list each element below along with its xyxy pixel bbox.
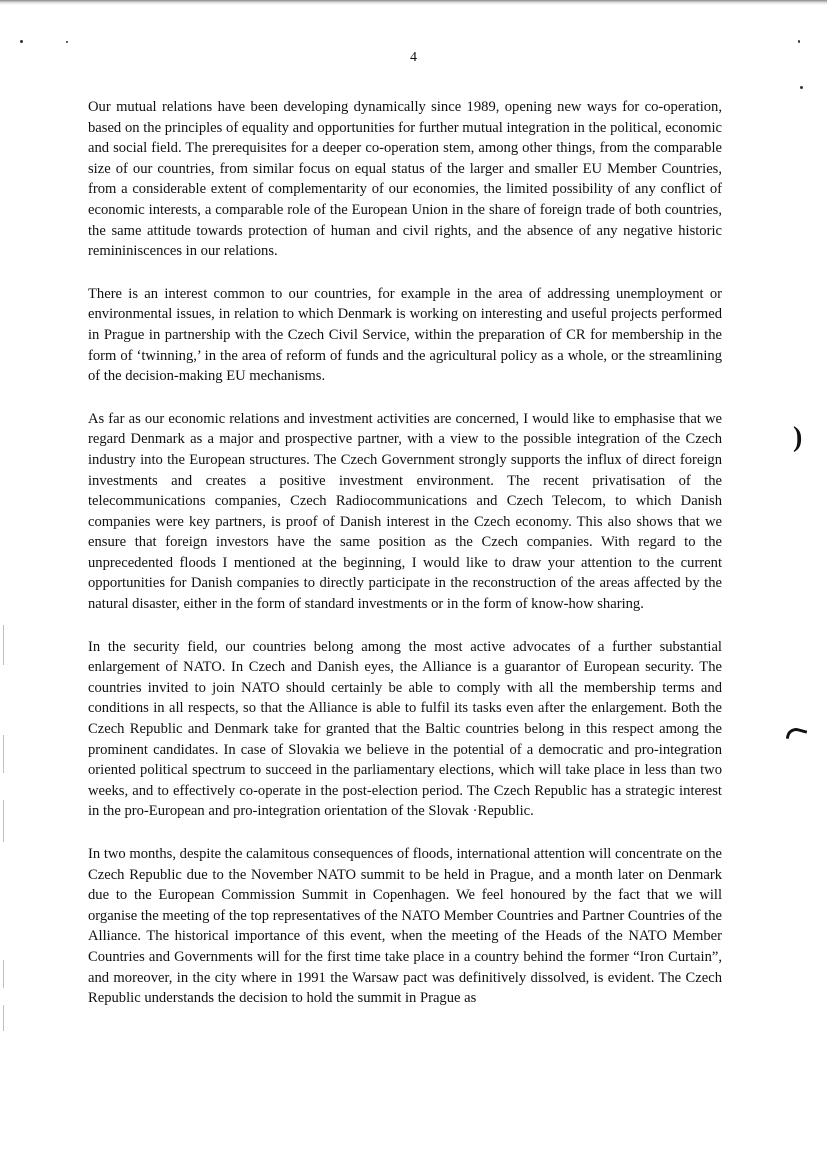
paragraph: In two months, despite the calamitous consequences of floods, international attention will concentrate on the Czech Republic due to the November NATO summit to be held in Prague, and a month later on Denmark due to the European Commission Summit in Copenhagen. We feel honoured by the fact that we will organise the meeting of the top representatives of the NATO Member Countries and Partner Countries of the Alliance. The historical importance of this event, when the meeting of the Heads of the NATO Member Countries and Governments will for the first time take place in a country behind the former “Iron Curtain”, and moreover, in the city where in 1991 the Warsaw pact was definitively dissolved, is evident. The Czech Republic understands the decision to hold the summit in Prague as — [88, 846, 722, 1007]
handwritten-paren-mark: ) — [793, 422, 803, 453]
paragraph: As far as our economic relations and investment activities are concerned, I would like to emphasise that we regard Denmark as a major and prospective partner, with a view to the possible integration of the Czech industry into the European structures. The Czech Government strongly supports the influx of direct foreign investments and creates a positive investment environment. The recent privatisation of the telecommunications companies, Czech Radiocommunications and Czech Telecom, to which Danish companies were key partners, is proof of Danish interest in the Czech economy. This also shows that we ensure that foreign investors have the same position as the Czech companies. With regard to the unprecedented floods I mentioned at the beginning, I would like to draw your attention to the current opportunities for Danish companies to directly participate in the reconstruction of the areas affected by the natural disaster, either in the form of standard investments or in the form of know-how sharing. — [88, 410, 722, 613]
paragraph: Our mutual relations have been developing dynamically since 1989, opening new ways for co-operation, based on the principles of equality and opportunities for further mutual integration in the political, economic and social field. The prerequisites for a deeper co-operation stem, among other things, from the comparable size of our countries, from similar focus on equal status of the larger and smaller EU Member Countries, from a considerable extent of complementarity of our economies, the limited possibility of any conflict of economic interests, a comparable role of the European Union in the share of foreign trade of both countries, the same attitude towards protection of human and civil rights, and the absence of any negative historic remininiscences in our relations. — [88, 99, 722, 260]
paragraph: In the security field, our countries belong among the most active advocates of a further substantial enlargement of NATO. In Czech and Danish eyes, the Alliance is a guarantor of European security. The countries invited to join NATO should certainly be able to comply with all the membership terms and conditions in all respects, so that the Alliance is able to fulfil its tasks even after the enlargement. Both the Czech Republic and Denmark take for granted that the Baltic countries belong in this respect among the prominent candidates. In case of Slovakia we believe in the potential of a democratic and pro-integration oriented political spectrum to succeed in the parliamentary elections, which will take place in less than two weeks, and to effectively co-operate in the post-election period. The Czech Republic has a strategic interest in the pro-European and pro-integration orientation of the Slovak ·Republic. — [88, 638, 722, 820]
document-body — [88, 97, 722, 1031]
paragraph: There is an interest common to our countries, for example in the area of addressing unemployment or environmental issues, in relation to which Denmark is working on interesting and useful projects performed in Prague in partnership with the Czech Civil Service, within the preparation of CR for membership in the form of ‘twinning,’ in the area of reform of funds and the agricultural policy as a whole, or the streamlining of the decision-making EU mechanisms. — [88, 285, 722, 385]
scan-margin-line — [3, 800, 4, 842]
scan-margin-line — [3, 735, 4, 773]
scan-top-edge — [0, 0, 827, 5]
scan-margin-line — [3, 960, 4, 988]
scan-speck — [798, 40, 800, 43]
scan-speck — [20, 40, 23, 43]
scan-speck — [800, 86, 803, 89]
scan-speck — [66, 41, 68, 43]
scan-margin-line — [3, 1005, 4, 1031]
page-number: 4 — [410, 50, 417, 65]
handwritten-hook-mark — [786, 726, 808, 743]
scan-margin-line — [3, 625, 4, 665]
